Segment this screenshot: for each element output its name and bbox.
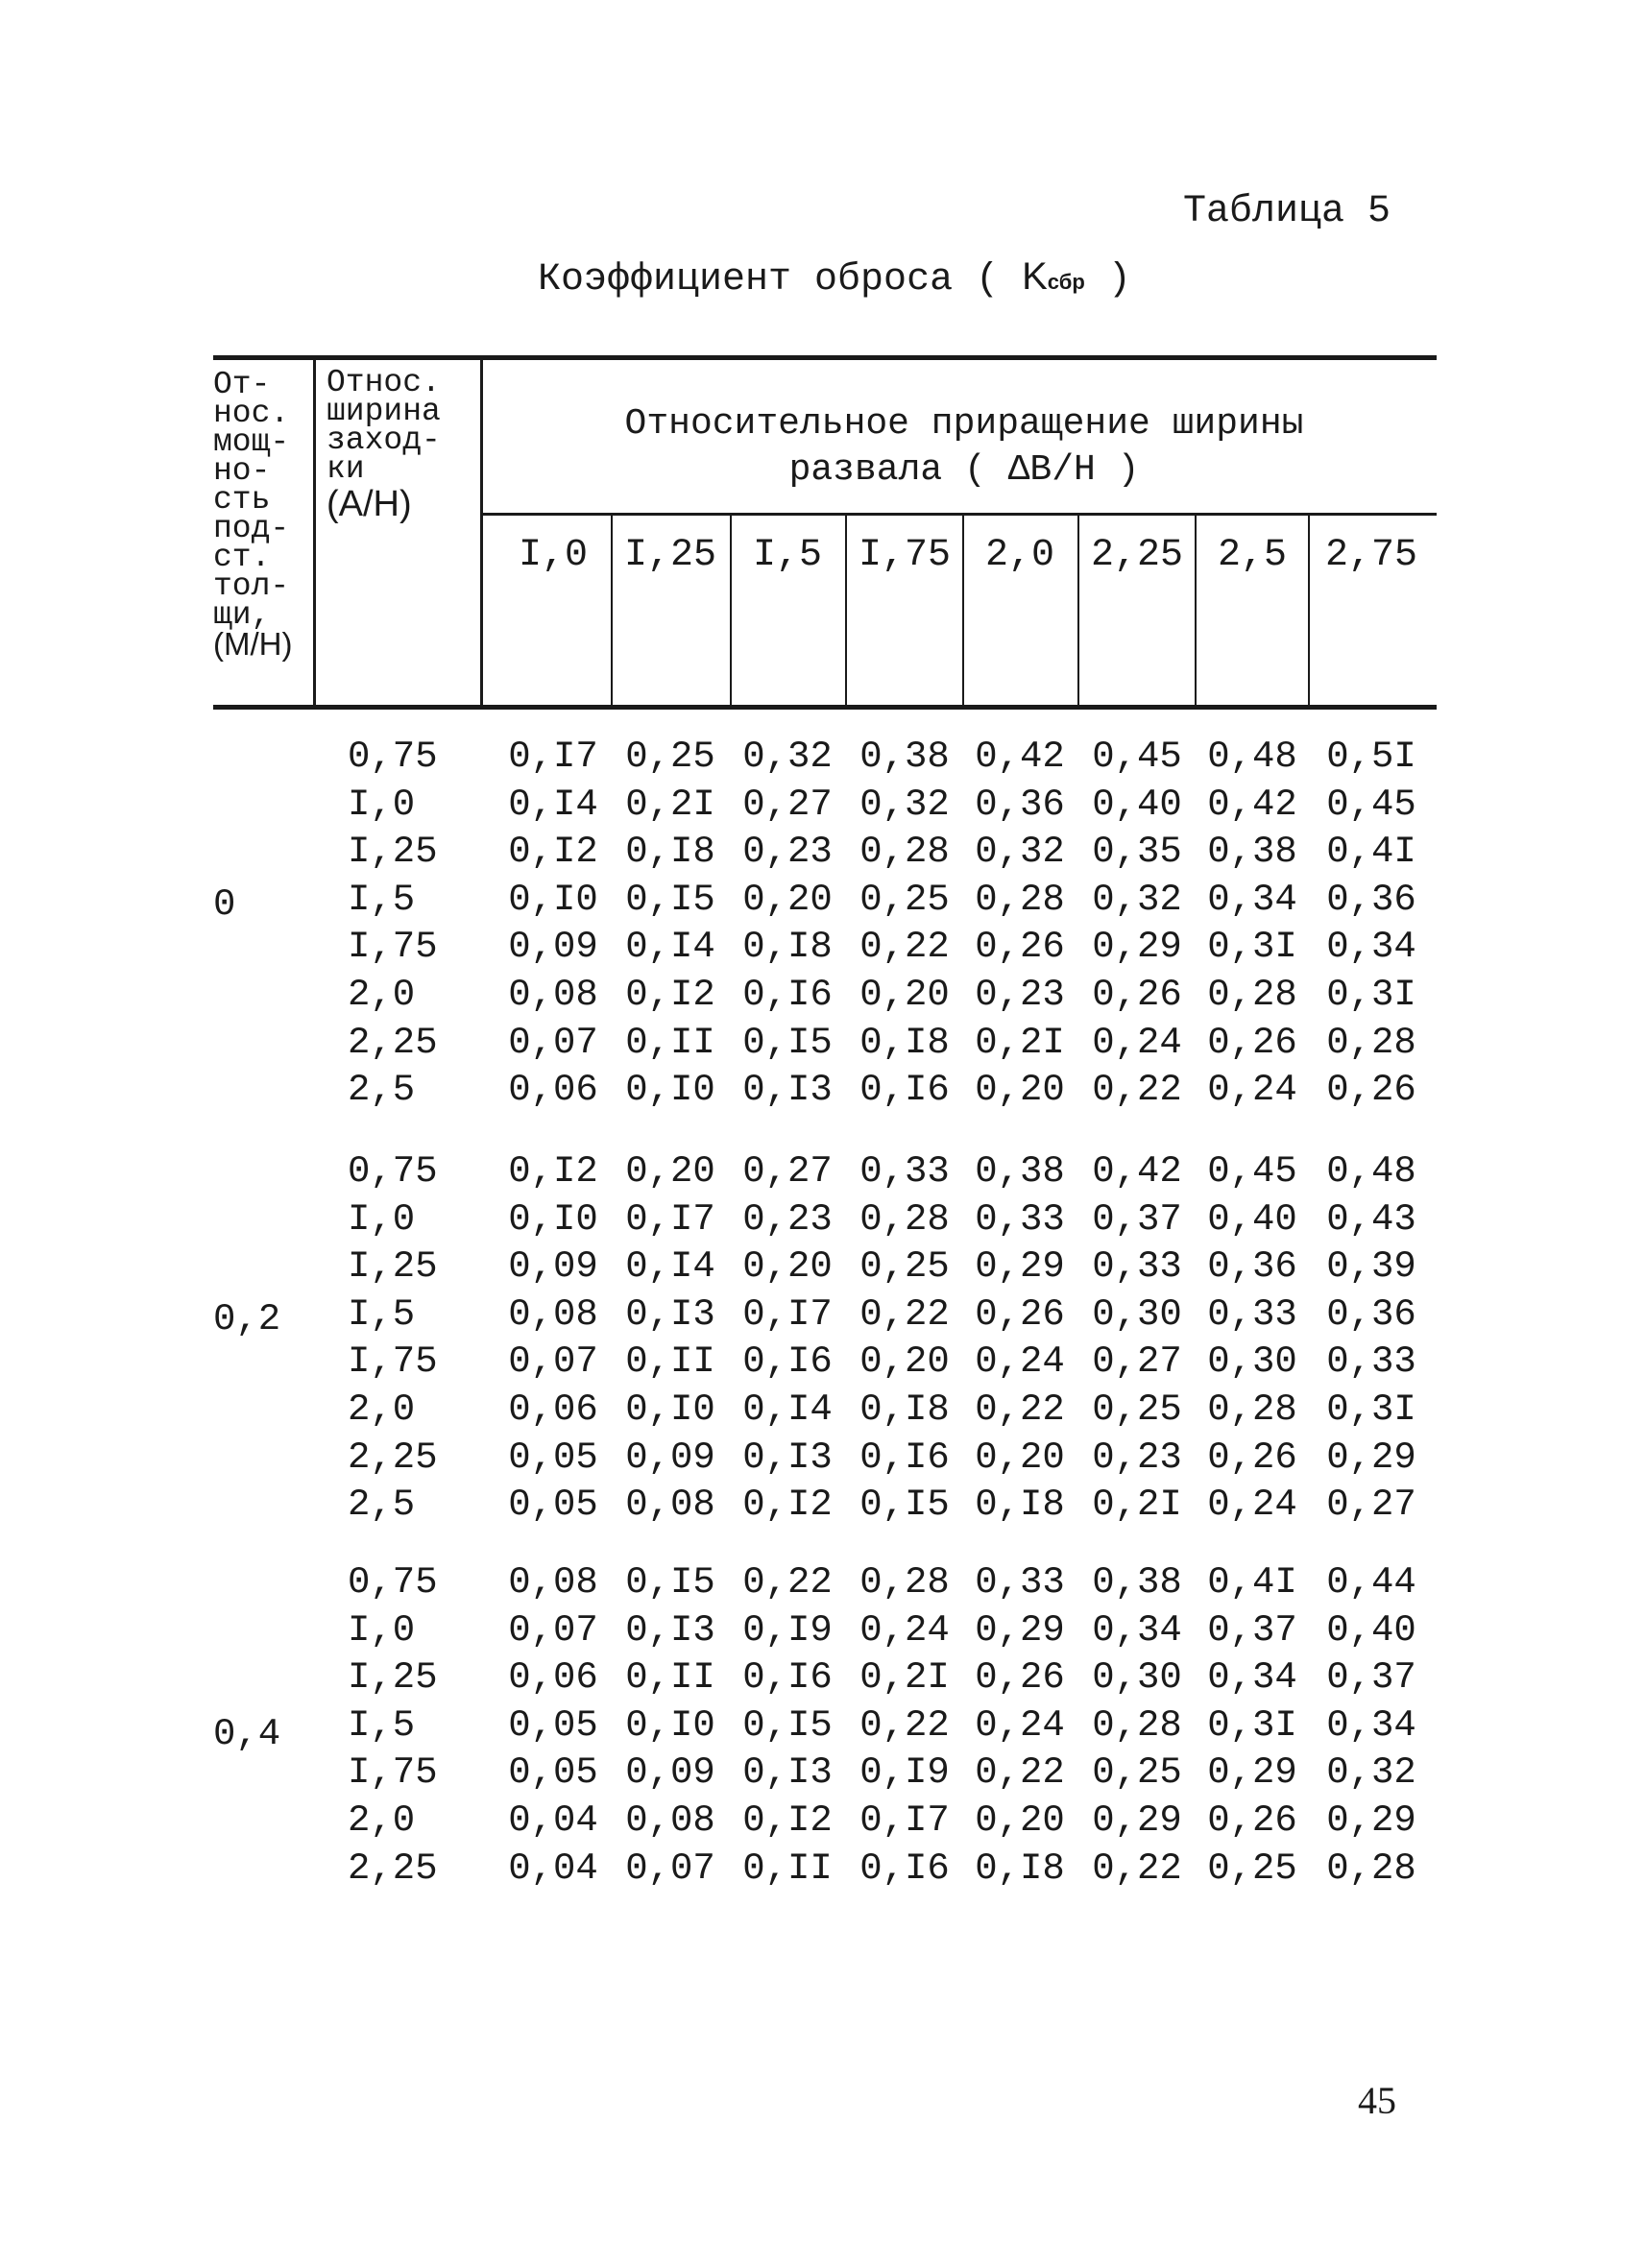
table-cell: 0,5I <box>1326 736 1416 778</box>
row-width-label: I,25 <box>348 1245 438 1289</box>
table-cell: 0,38 <box>1207 831 1297 874</box>
row-width-label: 0,75 <box>348 1561 438 1604</box>
table-cell: 0,I0 <box>625 1703 715 1747</box>
table-cell: 0,40 <box>1092 783 1182 826</box>
table-cell: 0,20 <box>625 1150 715 1193</box>
table-cell: 0,I8 <box>859 1388 950 1431</box>
table-cell: 0,26 <box>1207 1436 1297 1479</box>
table-cell: 0,2I <box>1092 1484 1182 1527</box>
table-cell: 0,36 <box>1326 878 1416 921</box>
table-top-rule <box>213 355 1437 360</box>
table-cell: 0,08 <box>508 1561 598 1604</box>
table-cell: 0,45 <box>1092 736 1182 778</box>
table-cell: 0,I6 <box>742 1656 833 1700</box>
table-cell: 0,45 <box>1326 783 1416 826</box>
column-header: I,75 <box>858 534 951 577</box>
row-width-label: I,5 <box>348 1703 416 1747</box>
table-cell: 0,05 <box>508 1436 598 1479</box>
table-cell: 0,I5 <box>625 878 715 921</box>
table-cell: 0,I0 <box>508 878 598 921</box>
table-cell: 0,I4 <box>625 926 715 969</box>
table-cell: 0,II <box>625 1656 715 1700</box>
table-cell: 0,32 <box>975 831 1065 874</box>
row-width-label: I,25 <box>348 1656 438 1700</box>
table-cell: 0,I3 <box>625 1608 715 1652</box>
table-cell: 0,28 <box>859 831 950 874</box>
table-cell: 0,I0 <box>625 1069 715 1112</box>
table-title-subscript: сбр <box>1047 270 1085 294</box>
table-header-bottom-rule <box>213 705 1437 710</box>
row-width-label: I,0 <box>348 1608 416 1652</box>
table-title-symbol: K <box>1022 255 1048 298</box>
table-cell: 0,20 <box>742 878 833 921</box>
table-cell: 0,22 <box>859 1703 950 1747</box>
table-cell: 0,I6 <box>859 1846 950 1890</box>
table-cell: 0,I0 <box>625 1388 715 1431</box>
group-thickness-label: 0 <box>213 883 236 926</box>
table-cell: 0,29 <box>975 1608 1065 1652</box>
column-header: I,5 <box>752 534 822 577</box>
table-cell: 0,25 <box>859 878 950 921</box>
table-cell: 0,07 <box>508 1021 598 1064</box>
table-cell: 0,22 <box>975 1388 1065 1431</box>
table-cell: 0,32 <box>1326 1751 1416 1795</box>
table-cell: 0,48 <box>1326 1150 1416 1193</box>
table-cell: 0,26 <box>1326 1069 1416 1112</box>
table-cell: 0,22 <box>1092 1069 1182 1112</box>
table-cell: 0,I6 <box>859 1436 950 1479</box>
table-cell: 0,26 <box>1092 974 1182 1016</box>
table-cell: 0,32 <box>1092 878 1182 921</box>
table-cell: 0,42 <box>975 736 1065 778</box>
table-cell: 0,I4 <box>625 1245 715 1289</box>
table-cell: 0,32 <box>859 783 950 826</box>
row-width-label: I,5 <box>348 1292 416 1336</box>
table-cell: 0,28 <box>1207 1388 1297 1431</box>
table-title <box>538 255 1131 302</box>
row-width-label: I,0 <box>348 783 416 826</box>
row-width-label: 0,75 <box>348 1150 438 1193</box>
table-cell: 0,07 <box>508 1608 598 1652</box>
table-cell: 0,39 <box>1326 1245 1416 1289</box>
table-cell: 0,40 <box>1326 1608 1416 1652</box>
table-cell: 0,24 <box>1092 1021 1182 1064</box>
table-cell: 0,09 <box>508 926 598 969</box>
table-cell: 0,24 <box>1207 1069 1297 1112</box>
table-cell: 0,43 <box>1326 1197 1416 1241</box>
table-cell: 0,I3 <box>742 1069 833 1112</box>
table-cell: 0,27 <box>1092 1340 1182 1384</box>
subheader-rule <box>482 513 1437 516</box>
table-cell: 0,25 <box>859 1245 950 1289</box>
table-cell: 0,33 <box>975 1561 1065 1604</box>
table-cell: 0,05 <box>508 1751 598 1795</box>
header-thickness-column: От- нос. мощ- но- сть под- ст. тол- щи, (М/Н) <box>213 367 293 662</box>
table-label: Таблица 5 <box>1183 190 1391 233</box>
table-cell: 0,I8 <box>859 1021 950 1064</box>
table-cell: 0,I2 <box>742 1799 833 1842</box>
table-cell: 0,3I <box>1207 926 1297 969</box>
table-cell: 0,09 <box>625 1436 715 1479</box>
row-width-label: I,0 <box>348 1197 416 1241</box>
page-number: 45 <box>1358 2079 1396 2122</box>
row-width-label: I,5 <box>348 878 416 921</box>
table-cell: 0,29 <box>1326 1799 1416 1842</box>
table-cell: 0,30 <box>1092 1292 1182 1336</box>
table-cell: 0,33 <box>1207 1292 1297 1336</box>
row-width-label: 2,25 <box>348 1846 438 1890</box>
table-cell: 0,I2 <box>508 831 598 874</box>
table-cell: 0,29 <box>1092 926 1182 969</box>
table-cell: 0,25 <box>1207 1846 1297 1890</box>
row-width-label: 2,0 <box>348 974 416 1016</box>
table-cell: 0,I7 <box>625 1197 715 1241</box>
table-cell: 0,26 <box>975 1292 1065 1336</box>
table-cell: 0,27 <box>742 783 833 826</box>
table-cell: 0,32 <box>742 736 833 778</box>
table-cell: 0,42 <box>1092 1150 1182 1193</box>
row-width-label: 2,0 <box>348 1388 416 1431</box>
row-width-label: 2,25 <box>348 1021 438 1064</box>
table-cell: 0,2I <box>859 1656 950 1700</box>
table-cell: 0,05 <box>508 1703 598 1747</box>
row-width-label: I,25 <box>348 831 438 874</box>
table-cell: 0,28 <box>1207 974 1297 1016</box>
table-cell: 0,30 <box>1207 1340 1297 1384</box>
table-cell: 0,I4 <box>742 1388 833 1431</box>
table-cell: 0,4I <box>1326 831 1416 874</box>
table-cell: 0,29 <box>1326 1436 1416 1479</box>
table-cell: 0,26 <box>975 1656 1065 1700</box>
table-cell: 0,33 <box>1092 1245 1182 1289</box>
table-title-suffix: ) <box>1084 258 1131 302</box>
header-increment-group: Относительное приращение ширины развала ( ΔВ/Н ) <box>624 403 1304 491</box>
row-width-label: I,75 <box>348 1340 438 1384</box>
table-cell: 0,22 <box>1092 1846 1182 1890</box>
table-cell: 0,34 <box>1326 1703 1416 1747</box>
table-cell: 0,37 <box>1207 1608 1297 1652</box>
table-cell: 0,I2 <box>625 974 715 1016</box>
table-cell: 0,I8 <box>975 1846 1065 1890</box>
table-cell: 0,I3 <box>742 1751 833 1795</box>
table-cell: 0,33 <box>859 1150 950 1193</box>
table-cell: 0,25 <box>1092 1751 1182 1795</box>
row-width-label: 2,5 <box>348 1069 416 1112</box>
table-cell: 0,27 <box>742 1150 833 1193</box>
group-thickness-label: 0,4 <box>213 1713 281 1755</box>
table-cell: 0,08 <box>508 1292 598 1336</box>
table-cell: 0,06 <box>508 1656 598 1700</box>
table-cell: 0,34 <box>1326 926 1416 969</box>
table-cell: 0,04 <box>508 1846 598 1890</box>
table-cell: 0,I9 <box>859 1751 950 1795</box>
table-cell: 0,23 <box>975 974 1065 1016</box>
table-cell: 0,30 <box>1092 1656 1182 1700</box>
table-cell: 0,I9 <box>742 1608 833 1652</box>
table-cell: 0,34 <box>1207 1656 1297 1700</box>
group-thickness-label: 0,2 <box>213 1298 281 1340</box>
table-cell: 0,33 <box>975 1197 1065 1241</box>
table-cell: 0,I3 <box>625 1292 715 1336</box>
table-cell: 0,II <box>625 1340 715 1384</box>
table-cell: 0,29 <box>1092 1799 1182 1842</box>
row-width-label: 2,0 <box>348 1799 416 1842</box>
table-cell: 0,I6 <box>859 1069 950 1112</box>
table-cell: 0,22 <box>742 1561 833 1604</box>
table-cell: 0,07 <box>625 1846 715 1890</box>
table-cell: 0,24 <box>975 1340 1065 1384</box>
column-header: 2,0 <box>984 534 1054 577</box>
table-cell: 0,3I <box>1207 1703 1297 1747</box>
table-cell: 0,I7 <box>508 736 598 778</box>
table-cell: 0,42 <box>1207 783 1297 826</box>
table-cell: 0,4I <box>1207 1561 1297 1604</box>
table-cell: 0,I8 <box>625 831 715 874</box>
table-cell: 0,07 <box>508 1340 598 1384</box>
table-cell: 0,04 <box>508 1799 598 1842</box>
table-cell: 0,20 <box>975 1436 1065 1479</box>
table-cell: 0,20 <box>975 1069 1065 1112</box>
table-cell: 0,I8 <box>742 926 833 969</box>
table-cell: 0,2I <box>625 783 715 826</box>
table-cell: 0,38 <box>1092 1561 1182 1604</box>
table-cell: 0,I5 <box>742 1703 833 1747</box>
table-cell: 0,48 <box>1207 736 1297 778</box>
table-cell: 0,II <box>742 1846 833 1890</box>
table-cell: 0,26 <box>1207 1021 1297 1064</box>
table-cell: 0,I8 <box>975 1484 1065 1527</box>
table-cell: 0,I6 <box>742 1340 833 1384</box>
row-width-label: I,75 <box>348 1751 438 1795</box>
table-cell: 0,37 <box>1092 1197 1182 1241</box>
table-cell: 0,36 <box>1207 1245 1297 1289</box>
table-cell: 0,38 <box>975 1150 1065 1193</box>
table-cell: 0,34 <box>1092 1608 1182 1652</box>
table-cell: 0,2I <box>975 1021 1065 1064</box>
table-cell: 0,27 <box>1326 1484 1416 1527</box>
table-cell: 0,45 <box>1207 1150 1297 1193</box>
table-cell: 0,08 <box>625 1799 715 1842</box>
table-cell: 0,33 <box>1326 1340 1416 1384</box>
table-cell: 0,24 <box>975 1703 1065 1747</box>
header-width-column: Относ. ширина заход- ки (А/Н) <box>327 365 441 524</box>
table-cell: 0,I2 <box>508 1150 598 1193</box>
table-cell: 0,I5 <box>742 1021 833 1064</box>
table-cell: 0,06 <box>508 1388 598 1431</box>
table-cell: 0,3I <box>1326 974 1416 1016</box>
table-cell: 0,3I <box>1326 1388 1416 1431</box>
table-cell: 0,I6 <box>742 974 833 1016</box>
table-cell: 0,22 <box>859 926 950 969</box>
vline-2 <box>480 357 483 707</box>
column-header: 2,5 <box>1217 534 1287 577</box>
table-cell: 0,36 <box>975 783 1065 826</box>
table-cell: 0,36 <box>1326 1292 1416 1336</box>
table-cell: 0,I7 <box>859 1799 950 1842</box>
table-cell: 0,05 <box>508 1484 598 1527</box>
table-cell: 0,09 <box>508 1245 598 1289</box>
table-cell: 0,22 <box>975 1751 1065 1795</box>
table-cell: 0,08 <box>625 1484 715 1527</box>
table-cell: 0,28 <box>859 1197 950 1241</box>
table-cell: 0,44 <box>1326 1561 1416 1604</box>
row-width-label: 0,75 <box>348 736 438 778</box>
table-cell: 0,29 <box>975 1245 1065 1289</box>
table-cell: 0,I0 <box>508 1197 598 1241</box>
table-cell: 0,38 <box>859 736 950 778</box>
table-cell: 0,25 <box>1092 1388 1182 1431</box>
table-cell: 0,23 <box>742 1197 833 1241</box>
table-cell: 0,24 <box>1207 1484 1297 1527</box>
table-cell: 0,34 <box>1207 878 1297 921</box>
table-cell: 0,II <box>625 1021 715 1064</box>
table-cell: 0,23 <box>742 831 833 874</box>
table-cell: 0,23 <box>1092 1436 1182 1479</box>
table-cell: 0,28 <box>975 878 1065 921</box>
table-cell: 0,20 <box>859 1340 950 1384</box>
table-cell: 0,28 <box>859 1561 950 1604</box>
table-cell: 0,06 <box>508 1069 598 1112</box>
table-cell: 0,09 <box>625 1751 715 1795</box>
vline-1 <box>313 357 316 707</box>
column-header: 2,75 <box>1324 534 1417 577</box>
row-width-label: 2,25 <box>348 1436 438 1479</box>
column-header: I,0 <box>518 534 588 577</box>
table-cell: 0,I5 <box>625 1561 715 1604</box>
table-cell: 0,08 <box>508 974 598 1016</box>
table-cell: 0,I2 <box>742 1484 833 1527</box>
column-header: 2,25 <box>1090 534 1183 577</box>
table-cell: 0,I3 <box>742 1436 833 1479</box>
table-cell: 0,37 <box>1326 1656 1416 1700</box>
table-title-prefix: Коэффициент оброса ( <box>538 258 1023 302</box>
table-cell: 0,28 <box>1092 1703 1182 1747</box>
column-header: I,25 <box>623 534 716 577</box>
table-cell: 0,40 <box>1207 1197 1297 1241</box>
table-cell: 0,28 <box>1326 1846 1416 1890</box>
table-cell: 0,35 <box>1092 831 1182 874</box>
table-cell: 0,I7 <box>742 1292 833 1336</box>
table-cell: 0,20 <box>975 1799 1065 1842</box>
table-cell: 0,26 <box>1207 1799 1297 1842</box>
table-cell: 0,26 <box>975 926 1065 969</box>
table-cell: 0,22 <box>859 1292 950 1336</box>
table-cell: 0,25 <box>625 736 715 778</box>
table-cell: 0,I4 <box>508 783 598 826</box>
table-cell: 0,20 <box>742 1245 833 1289</box>
table-cell: 0,20 <box>859 974 950 1016</box>
table-cell: 0,28 <box>1326 1021 1416 1064</box>
table-cell: 0,29 <box>1207 1751 1297 1795</box>
table-cell: 0,24 <box>859 1608 950 1652</box>
table-cell: 0,I5 <box>859 1484 950 1527</box>
row-width-label: 2,5 <box>348 1484 416 1527</box>
row-width-label: I,75 <box>348 926 438 969</box>
